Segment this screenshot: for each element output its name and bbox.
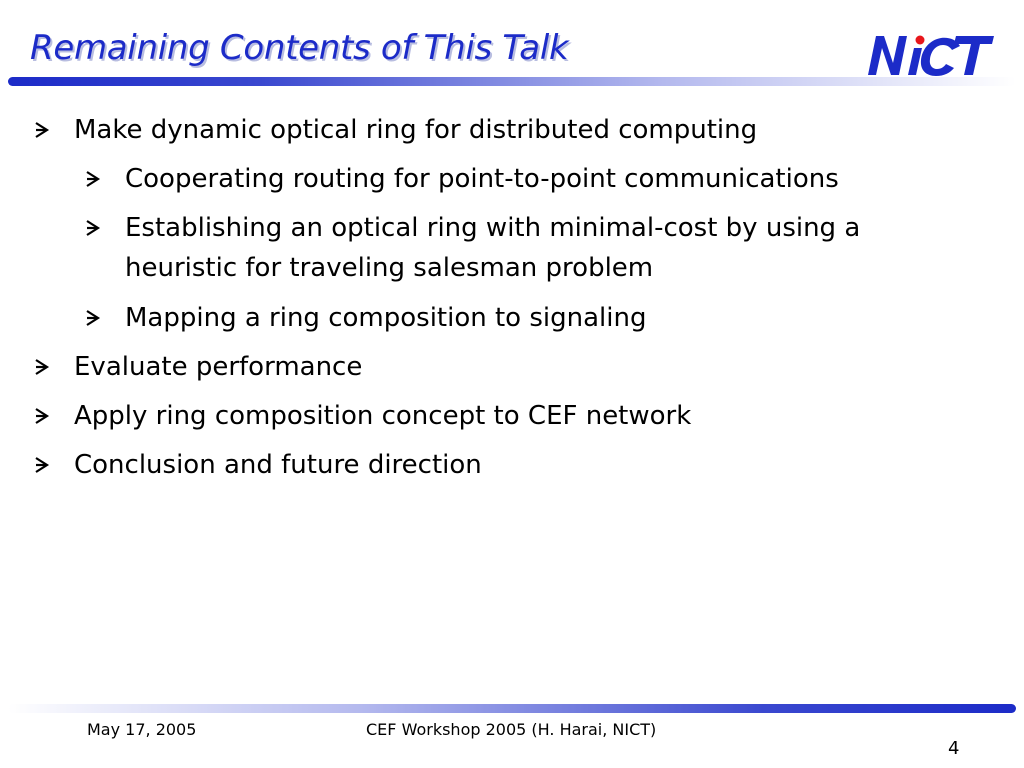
sub-bullet-item xyxy=(83,298,1003,338)
arrowhead-bullet-icon xyxy=(32,110,52,150)
bullet-text: Mapping a ring composition to signaling xyxy=(125,303,647,333)
bullet-text: Conclusion and future direction xyxy=(74,450,482,480)
footer-date: May 17, 2005 xyxy=(87,720,197,739)
bullet-item xyxy=(32,445,992,485)
arrowhead-bullet-icon xyxy=(83,208,103,248)
sub-bullet-item xyxy=(83,159,1003,199)
arrowhead-bullet-icon xyxy=(32,347,52,387)
bullet-text-line-1: Establishing an optical ring with minimal-cost by using a xyxy=(125,213,861,243)
arrowhead-bullet-icon xyxy=(83,159,103,199)
arrowhead-bullet-icon xyxy=(32,396,52,436)
bullet-item xyxy=(32,110,992,150)
sub-bullet-item xyxy=(83,208,1003,288)
footer-rule xyxy=(8,704,1016,713)
bullet-item xyxy=(32,396,992,436)
bullet-text: Cooperating routing for point-to-point communications xyxy=(125,164,839,194)
bullet-text: Evaluate performance xyxy=(74,352,363,382)
slide-title: Remaining Contents of This Talk xyxy=(30,28,569,68)
bullet-item xyxy=(32,347,992,387)
footer-title: CEF Workshop 2005 (H. Harai, NICT) xyxy=(366,720,657,739)
arrowhead-bullet-icon xyxy=(32,445,52,485)
page-number: 4 xyxy=(948,738,960,759)
arrowhead-bullet-icon xyxy=(83,298,103,338)
bullet-text: Apply ring composition concept to CEF network xyxy=(74,401,692,431)
bullet-text-line-2: heuristic for traveling salesman problem xyxy=(125,253,654,283)
bullet-text: Make dynamic optical ring for distributed computing xyxy=(74,115,758,145)
